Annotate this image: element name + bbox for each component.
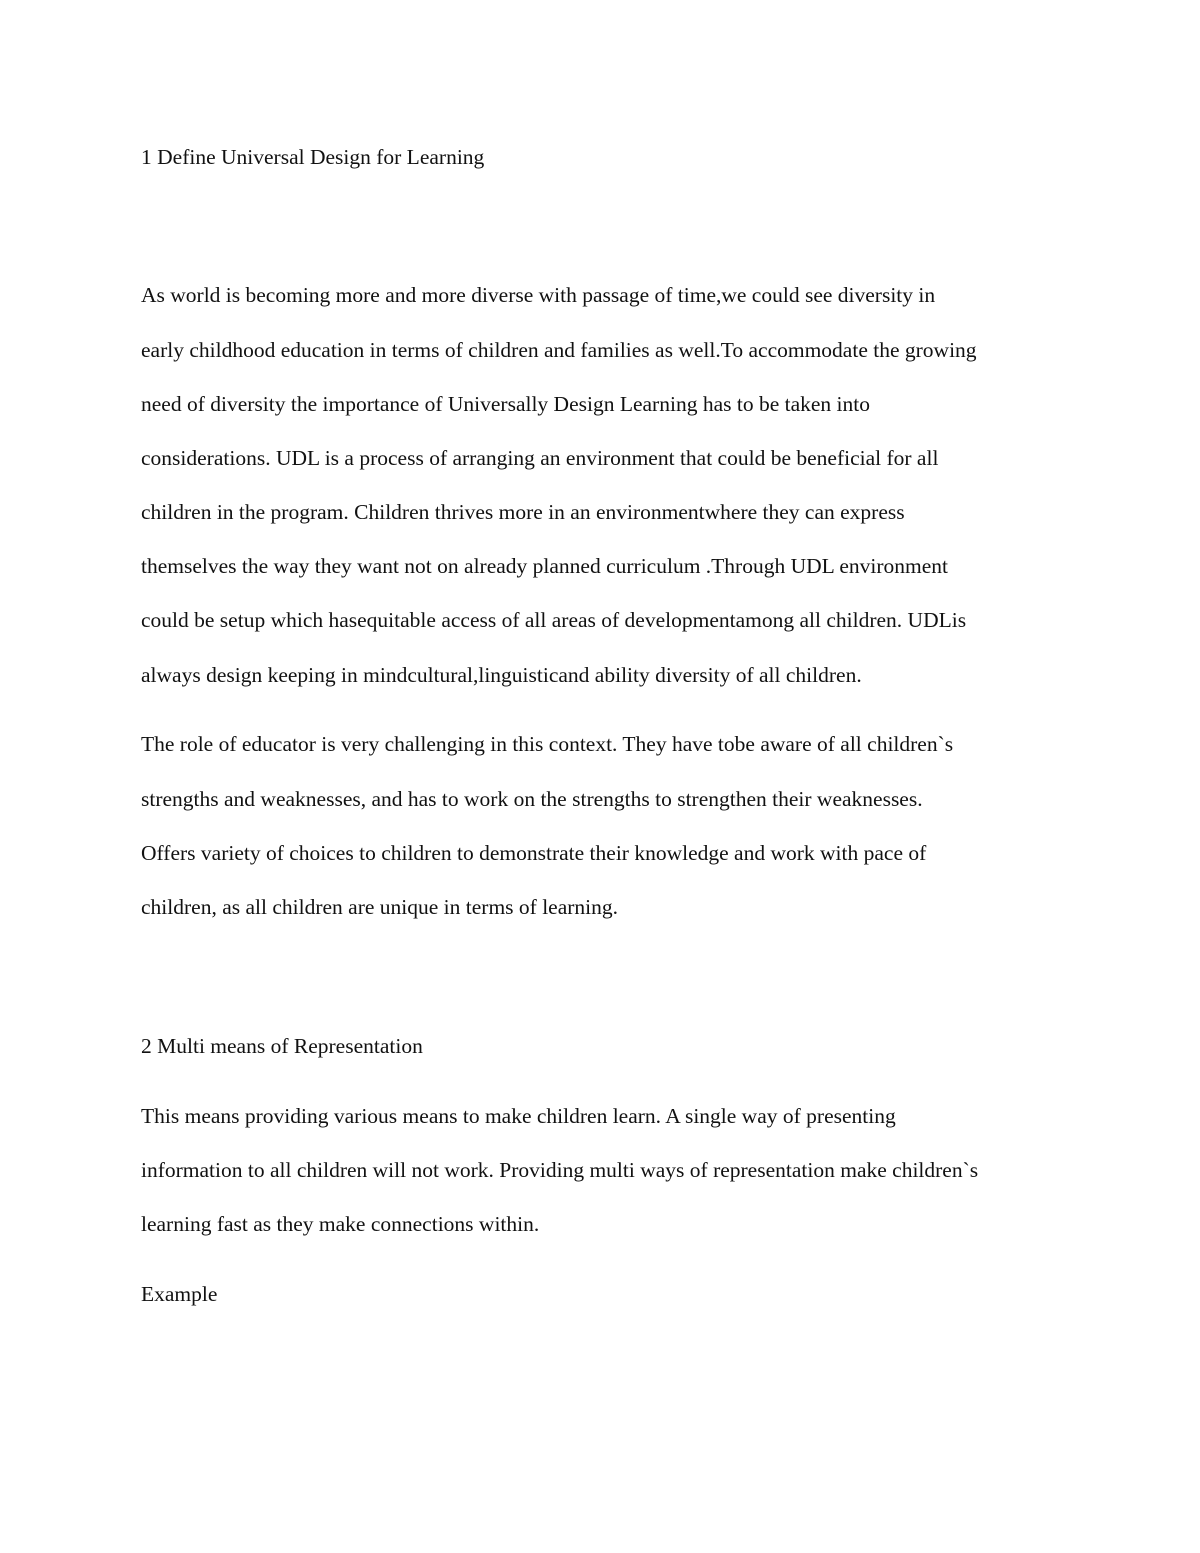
text-line: themselves the way they want not on already planned curriculum .Through UDL environment: [141, 554, 949, 578]
text-line: early childhood education in terms of children and families as well.To accommodate the growing: [141, 338, 977, 362]
text-line: children in the program. Children thrives more in an environmentwhere they can express: [141, 500, 905, 524]
text-line: considerations. UDL is a process of arranging an environment that could be beneficial for all: [141, 446, 939, 470]
text-line: The role of educator is very challenging in this context. They have tobe aware of all children`s: [141, 732, 954, 756]
text-line: strengths and weaknesses, and has to work on the strengths to strengthen their weaknesses.: [141, 787, 923, 811]
text-line: children, as all children are unique in terms of learning.: [141, 895, 619, 919]
text-line: As world is becoming more and more diverse with passage of time,we could see diversity in: [141, 283, 936, 307]
text-line: information to all children will not work. Providing multi ways of representation make children`s: [141, 1158, 979, 1182]
section-1-heading: 1 Define Universal Design for Learning: [141, 145, 485, 169]
text-line: Offers variety of choices to children to demonstrate their knowledge and work with pace of: [141, 841, 927, 865]
text-line: could be setup which hasequitable access of all areas of developmentamong all children. UDLis: [141, 608, 967, 632]
text-line: learning fast as they make connections within.: [141, 1212, 540, 1236]
text-line: always design keeping in mindcultural,linguisticand ability diversity of all children.: [141, 663, 862, 687]
text-line: This means providing various means to make children learn. A single way of presenting: [141, 1104, 896, 1128]
text-line: need of diversity the importance of Universally Design Learning has to be taken into: [141, 392, 870, 416]
example-label: Example: [141, 1282, 218, 1306]
section-2-heading: 2 Multi means of Representation: [141, 1034, 423, 1058]
